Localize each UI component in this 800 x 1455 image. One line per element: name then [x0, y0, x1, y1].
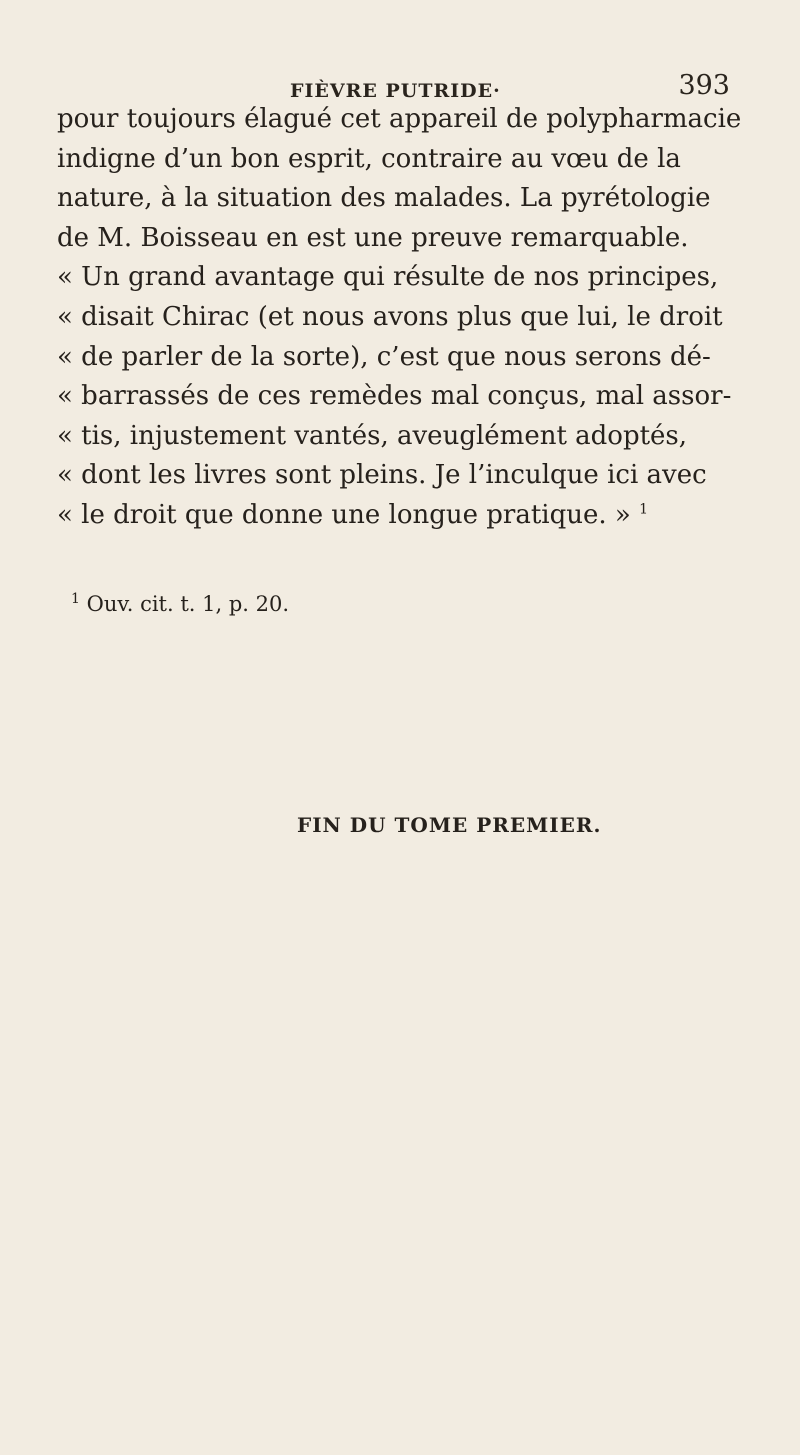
text-line: « Un grand avantage qui résulte de nos principes,: [57, 262, 719, 293]
text-line: « dont les livres sont pleins. Je l’inculque ici avec: [57, 460, 707, 491]
text-line: nature, à la situation des malades. La pyrétologie: [57, 183, 711, 214]
text-line: « tis, injustement vantés, aveuglément adoptés,: [57, 420, 688, 451]
text-line-content: « le droit que donne une longue pratique. »: [57, 499, 631, 530]
footnote-text: Ouv. cit. t. 1, p. 20.: [86, 592, 290, 616]
text-line: « disait Chirac (et nous avons plus que lui, le droit: [57, 301, 723, 332]
page-number: 393: [678, 70, 730, 101]
footnote-reference: 1: [639, 501, 649, 518]
text-line: pour toujours élagué cet appareil de polypharmacie: [57, 104, 742, 134]
running-title: FIÈVRE PUTRIDE·: [290, 80, 501, 102]
text-line: de M. Boisseau en est une preuve remarquable.: [57, 222, 689, 253]
text-line-last: [57, 496, 747, 536]
footnote-mark: 1: [71, 591, 80, 607]
text-line: « barrassés de ces remèdes mal conçus, mal assor-: [57, 381, 732, 412]
body-text: [57, 100, 747, 536]
footnote: [71, 592, 289, 616]
text-line: « de parler de la sorte), c’est que nous serons dé-: [57, 341, 711, 372]
end-of-volume: FIN DU TOME PREMIER.: [297, 813, 602, 837]
text-line: indigne d’un bon esprit, contraire au vœu de la: [57, 143, 681, 174]
